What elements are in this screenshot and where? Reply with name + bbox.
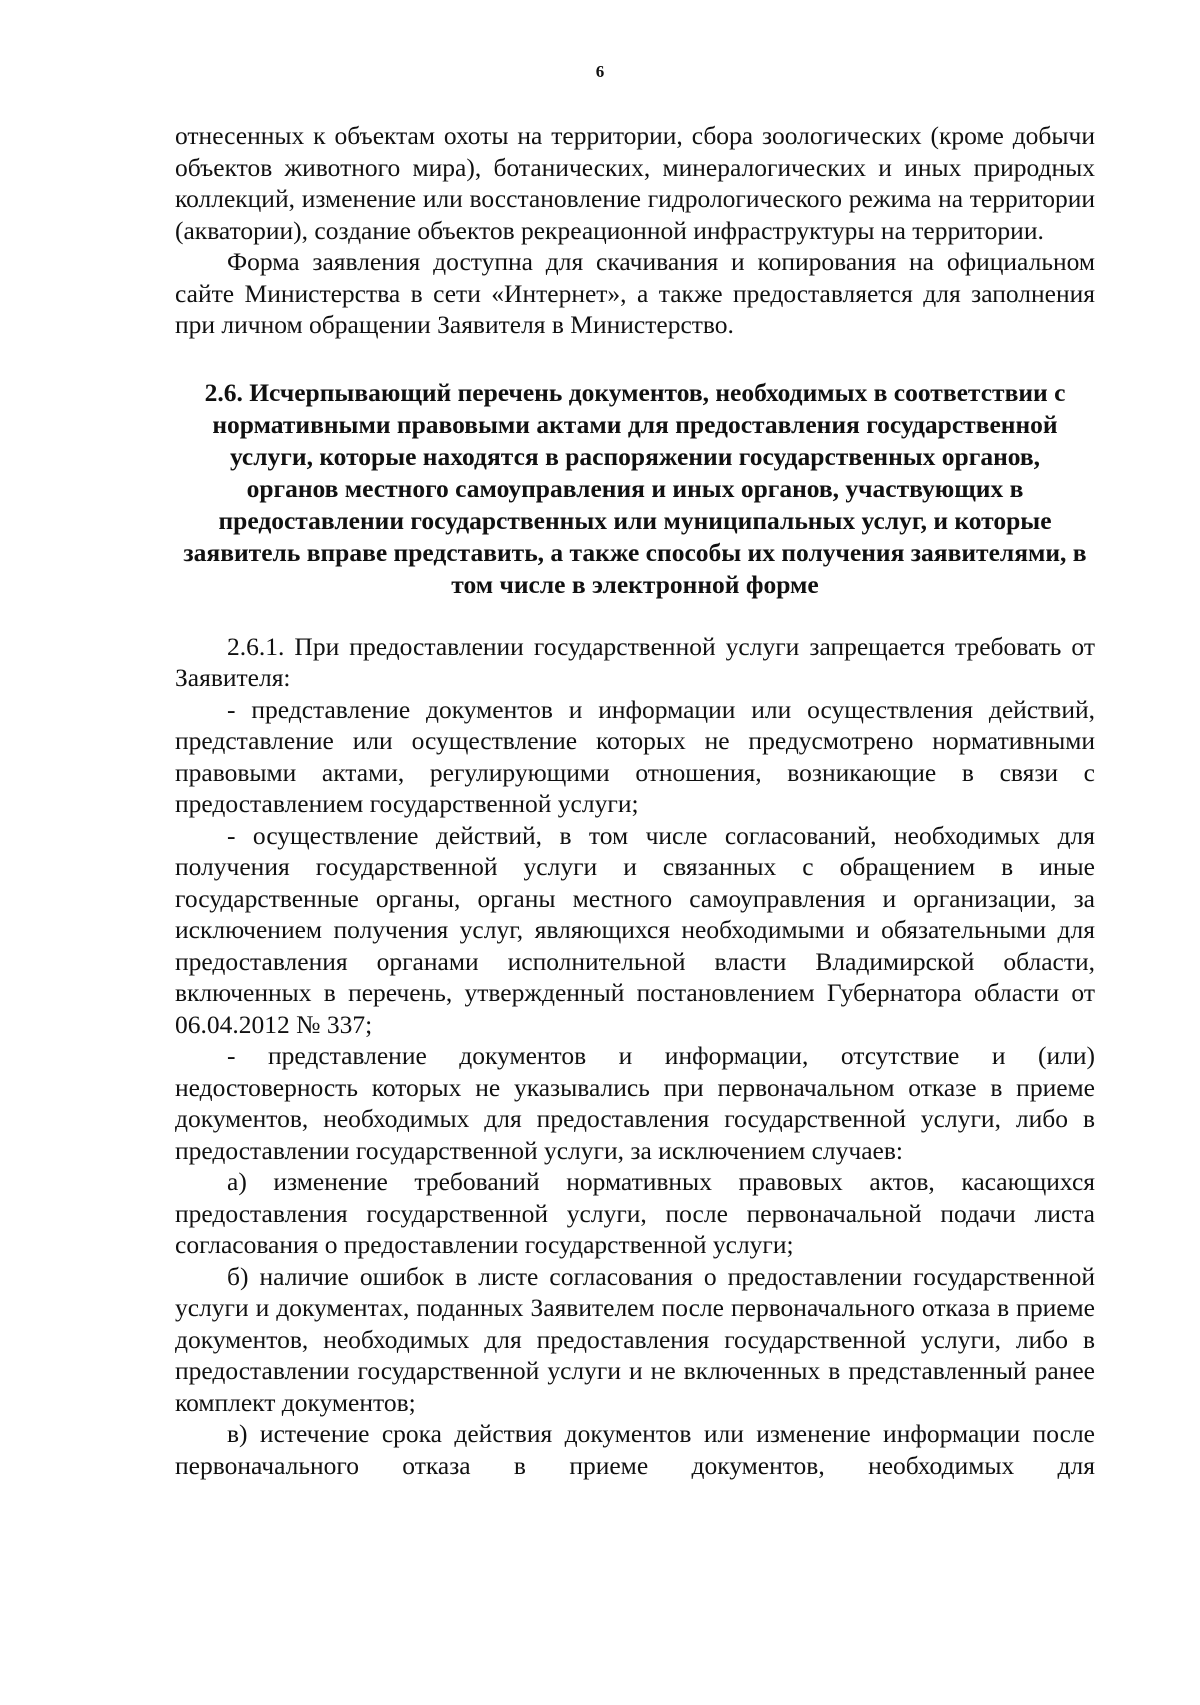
list-item-unreliable-documents: - представление документов и информации, отсутствие и (или) недостоверность которых не указывались при первоначальном отказе в приеме документов, необходимых для предоставления государственной услуги, либо в предоставлении государственной услуги, за исключением случаев: (175, 1041, 1095, 1165)
document-body (175, 120, 1095, 1481)
paragraph-continuation: отнесенных к объектам охоты на территории, сбора зоологических (кроме добычи объектов животного мира), ботанических, минералогических и иных природных коллекций, изменение или восстановление гидрологического режима на территории (акватории), создание объектов рекреационной инфраструктуры на территории. (175, 121, 1095, 245)
list-item-approvals: - осуществление действий, в том числе согласований, необходимых для получения государственной услуги и связанных с обращением в иные государственные органы, органы местного самоуправления и организации, за исключением получения услуг, являющихся необходимыми и обязательными для предоставления органами исполнительной власти Владимирской области, включенных в перечень, утвержденный постановлением Губернатора области от 06.04.2012 № 337; (175, 820, 1095, 1039)
page-number: 6 (595, 62, 605, 81)
section-heading-2-6: 2.6. Исчерпывающий перечень документов, необходимых в соответствии с нормативными правовыми актами для предоставления государственной услуги, которые находятся в распоряжении государственных органов, органов местного самоуправления и иных органов, участвующих в предоставлении государственных или муниципальных услуг, и которые заявитель вправе представить, а также способы их получения заявителями, в том числе в электронной форме (183, 377, 1087, 599)
subitem-v: в) истечение срока действия документов или изменение информации после первоначального отказа в приеме документов, необходимых для (175, 1419, 1095, 1480)
subitem-a: а) изменение требований нормативных правовых актов, касающихся предоставления государственной услуги, после первоначальной подачи листа согласования о предоставлении государственной услуги; (175, 1167, 1095, 1259)
paragraph-form-availability: Форма заявления доступна для скачивания и копирования на официальном сайте Министерства в сети «Интернет», а также предоставляется для заполнения при личном обращении Заявителя в Министерство. (175, 247, 1095, 339)
paragraph-2-6-1: 2.6.1. При предоставлении государственной услуги запрещается требовать от Заявителя: (175, 631, 1095, 692)
subitem-b: б) наличие ошибок в листе согласования о предоставлении государственной услуги и документах, поданных Заявителем после первоначального отказа в приеме документов, необходимых для предоставления государственной услуги, либо в предоставлении государственной услуги и не включенных в представленный ранее комплект документов; (175, 1261, 1095, 1417)
list-item-documents-information: - представление документов и информации или осуществления действий, представление или осуществление которых не предусмотрено нормативными правовыми актами, регулирующими отношения, возникающие в связи с предоставлением государственной услуги; (175, 694, 1095, 818)
